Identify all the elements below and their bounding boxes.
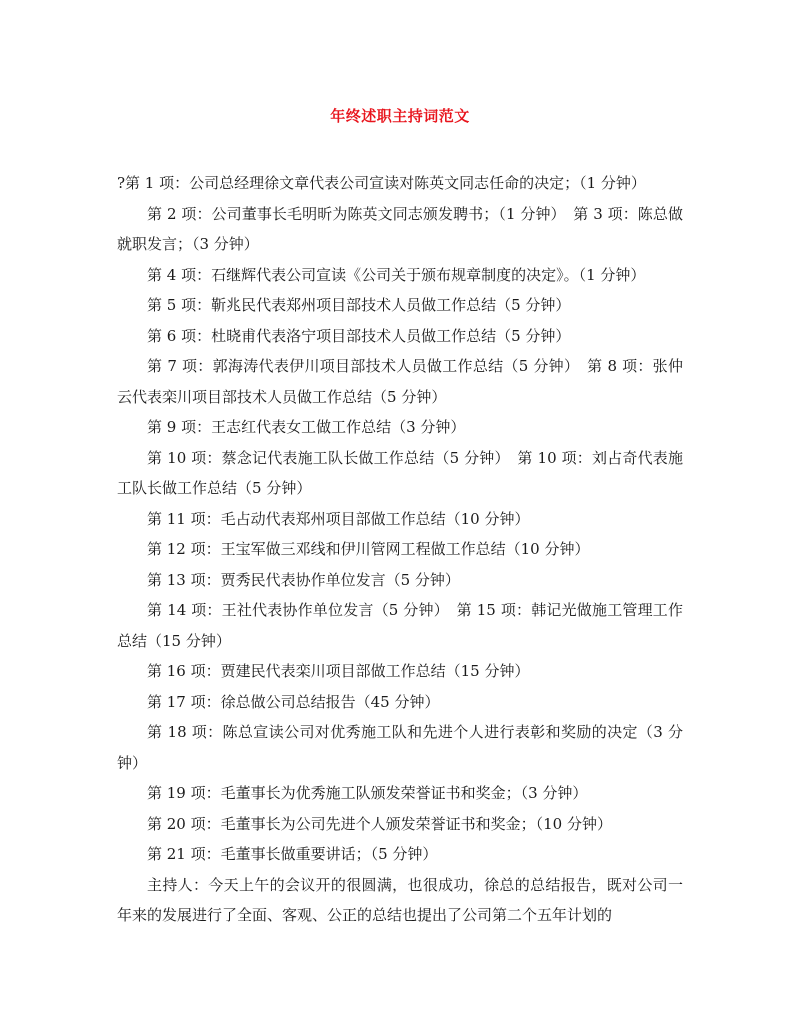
paragraph: 第 17 项：徐总做公司总结报告（45 分钟） xyxy=(147,692,440,711)
paragraph: 第 6 项：杜晓甫代表洛宁项目部技术人员做工作总结（5 分钟） xyxy=(147,326,571,345)
paragraph: 第 12 项：王宝军做三邓线和伊川管网工程做工作总结（10 分钟） xyxy=(147,540,590,558)
paragraph: 第 2 项：公司董事长毛明昕为陈英文同志颁发聘书；（1 分钟） 第 3 项：陈总做就职发言；（3 分钟） xyxy=(117,204,683,253)
paragraph: 第 13 项：贾秀民代表协作单位发言（5 分钟） xyxy=(147,570,460,589)
paragraph: 第 21 项：毛董事长做重要讲话；（5 分钟） xyxy=(147,845,438,863)
page-title: 年终述职主持词范文 xyxy=(330,107,470,125)
paragraph: 第 9 项：王志红代表女工做工作总结（3 分钟） xyxy=(147,418,466,436)
paragraph: 第 4 项：石继辉代表公司宣读《公司关于颁布规章制度的决定》。（1 分钟） xyxy=(147,265,646,284)
paragraph: 主持人：今天上午的会议开的很圆满，也很成功，徐总的总结报告，既对公司一年来的发展进行了全面、客观、公正的总结也提出了公司第二个五年计划的 xyxy=(117,875,683,924)
paragraph: 第 5 项：靳兆民代表郑州项目部技术人员做工作总结（5 分钟） xyxy=(147,296,571,314)
paragraph: ?第 1 项：公司总经理徐文章代表公司宣读对陈英文同志任命的决定；（1 分钟） xyxy=(117,174,646,192)
paragraph: 第 10 项：蔡念记代表施工队长做工作总结（5 分钟） 第 10 项：刘占奇代表施工队长做工作总结（5 分钟） xyxy=(117,448,683,497)
document-body xyxy=(117,168,683,931)
paragraph: 第 14 项：王社代表协作单位发言（5 分钟） 第 15 项：韩记光做施工管理工作总结（15 分钟） xyxy=(117,601,683,650)
paragraph: 第 20 项：毛董事长为公司先进个人颁发荣誉证书和奖金；（10 分钟） xyxy=(147,814,612,833)
paragraph: 第 7 项：郭海涛代表伊川项目部技术人员做工作总结（5 分钟） 第 8 项：张仲云代表栾川项目部技术人员做工作总结（5 分钟） xyxy=(117,357,683,406)
paragraph: 第 18 项：陈总宣读公司对优秀施工队和先进个人进行表彰和奖励的决定（3 分钟） xyxy=(117,723,683,772)
paragraph: 第 16 项：贾建民代表栾川项目部做工作总结（15 分钟） xyxy=(147,662,530,680)
paragraph: 第 11 项：毛占动代表郑州项目部做工作总结（10 分钟） xyxy=(147,509,530,528)
paragraph: 第 19 项：毛董事长为优秀施工队颁发荣誉证书和奖金；（3 分钟） xyxy=(147,784,588,802)
